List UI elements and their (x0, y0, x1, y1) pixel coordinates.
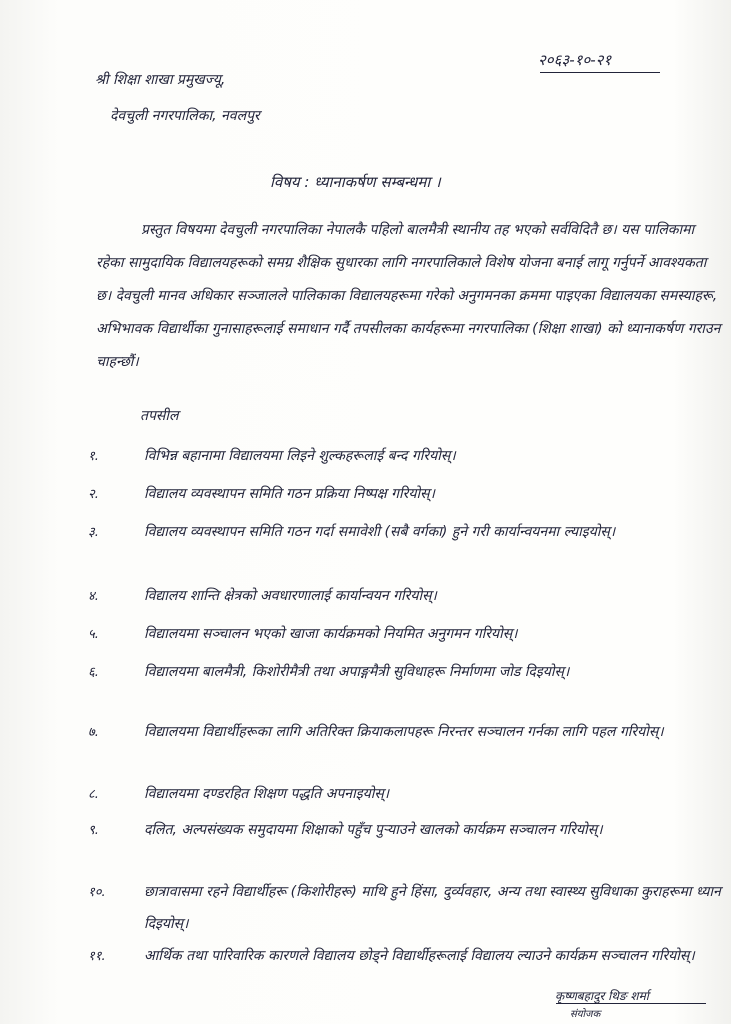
item-text: विद्यालय व्यवस्थापन समिति गठन प्रक्रिया निष्पक्ष गरियोस्। (144, 486, 435, 502)
item-number: ११. (88, 949, 106, 964)
item-text: दलित, अल्पसंख्यक समुदायमा शिक्षाको पहुँच पुर्‍याउने खालको कार्यक्रम सञ्चालन गरियोस्। (144, 822, 603, 838)
letter-subject: विषय : ध्यानाकर्षण सम्बन्धमा । (270, 173, 441, 191)
list-item (88, 940, 728, 980)
item-number: ६. (88, 665, 99, 680)
item-text: छात्रावासमा रहने विद्यार्थीहरू (किशोरीहरू) माथि हुने हिंसा, दुर्व्यवहार, अन्य तथा स्वास्थ्य सुविधाका कुराहरूमा ध्यान दिइयोस्। (144, 884, 721, 932)
item-number: ८. (88, 787, 99, 802)
item-text: विभिन्न बहानामा विद्यालयमा लिइने शुल्कहरूलाई बन्द गरियोस्। (144, 448, 456, 464)
item-number: ३. (88, 525, 99, 540)
list-item (88, 716, 728, 756)
list-item (88, 618, 728, 658)
item-number: १. (88, 449, 99, 464)
signature-underline (556, 1003, 706, 1004)
item-text: विद्यालयमा बालमैत्री, किशोरीमैत्री तथा अपाङ्गमैत्री सुविधाहरू निर्माणमा जोड दिइयोस्। (144, 664, 570, 680)
letter-body: प्रस्तुत विषयमा देवचुली नगरपालिका नेपालकै पहिलो बालमैत्री स्थानीय तह भएको सर्वविदितै छ। यस पालिकामा रहेका सामुदायिक विद्यालयहरूको समग्र शैक्षिक सुधारका लागि नगरपालिकाले विशेष योजना बनाई लागू गर्नुपर्ने आवश्यकता छ। देवचुली मानव अधिकार सञ्जालले पालिकाका विद्यालयहरूमा गरेको अनुगमनका क्रममा पाइएका विद्यालयका समस्याहरू, अभिभावक विद्यार्थीका गुनासाहरूलाई समाधान गर्दै तपसीलका कार्यहरूमा नगरपालिका (शिक्षा शाखा) को ध्यानाकर्षण गराउन चाहन्छौं। (96, 222, 721, 370)
list-item (88, 440, 728, 480)
signature-title: संयोजक (570, 1009, 601, 1020)
item-text: विद्यालय व्यवस्थापन समिति गठन गर्दा समावेशी (सबै वर्गका) हुने गरी कार्यान्वयनमा ल्याइयोस्। (144, 524, 616, 540)
item-text: विद्यालयमा विद्यार्थीहरूका लागि अतिरिक्त क्रियाकलापहरू निरन्तर सञ्चालन गर्नका लागि पहल गरियोस्। (144, 724, 664, 740)
list-item (88, 814, 728, 854)
item-number: १०. (88, 885, 106, 900)
item-number: ५. (88, 627, 99, 642)
item-text: आर्थिक तथा पारिवारिक कारणले विद्यालय छोड्ने विद्यार्थीहरूलाई विद्यालय ल्याउने कार्यक्रम सञ्चालन गरियोस्। (144, 948, 695, 964)
item-number: ७. (88, 725, 99, 740)
recipient-line-2: देवचुली नगरपालिका, नवलपुर (110, 108, 260, 124)
item-text: विद्यालयमा दण्डरहित शिक्षण पद्धति अपनाइयोस्। (144, 786, 390, 802)
list-item (88, 656, 728, 696)
list-item (88, 778, 728, 818)
item-number: २. (88, 487, 99, 502)
list-item (88, 478, 728, 518)
letter-date: २०६३-१०-२१ (538, 51, 612, 69)
item-number: ९. (88, 823, 99, 838)
signature-name: कृष्णबहादुर थिङ शर्मा (555, 989, 649, 1003)
item-number: ४. (88, 589, 99, 604)
list-heading: तपसील (140, 408, 179, 424)
date-underline (540, 72, 660, 73)
item-text: विद्यालय शान्ति क्षेत्रको अवधारणालाई कार्यान्वयन गरियोस्। (144, 588, 437, 604)
list-item (88, 580, 728, 620)
item-text: विद्यालयमा सञ्चालन भएको खाजा कार्यक्रमको नियमित अनुगमन गरियोस्। (144, 626, 518, 642)
recipient-line-1: श्री शिक्षा शाखा प्रमुखज्यू, (95, 72, 226, 88)
list-item (88, 516, 728, 556)
list-item (88, 876, 728, 932)
